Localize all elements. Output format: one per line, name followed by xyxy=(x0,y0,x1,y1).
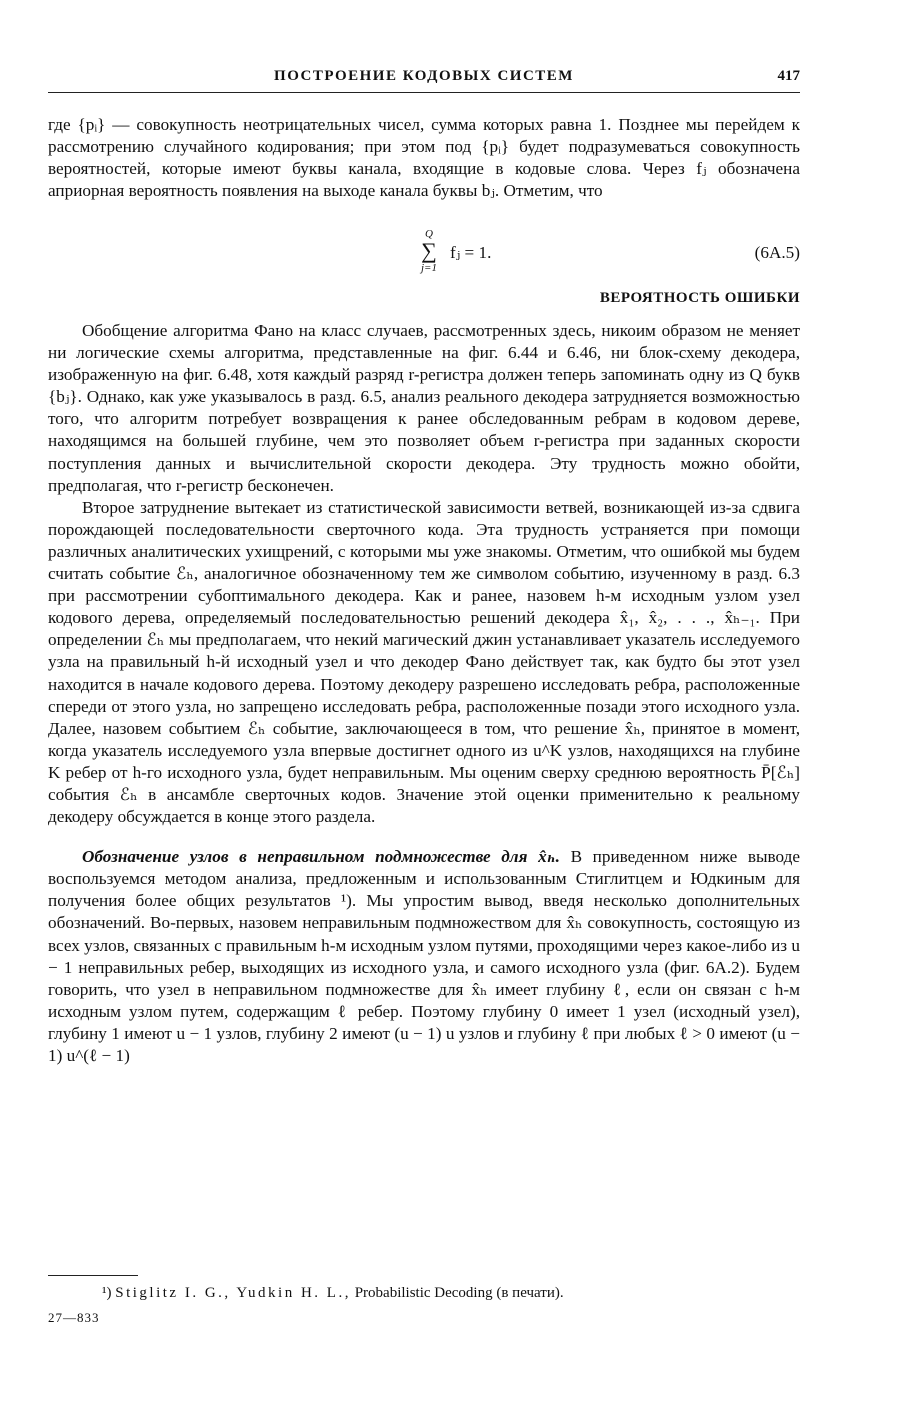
formula-body: fⱼ = 1. xyxy=(450,243,492,262)
footnote-rule xyxy=(48,1275,138,1276)
page-header xyxy=(48,66,800,93)
paragraph-3 xyxy=(48,846,800,1067)
equation-number: (6А.5) xyxy=(754,243,800,262)
paragraph-3-text: В приведенном ниже выводе воспользуемся методом анализа, предложенным и использованным Стиглитцем и Юдкиным для получения более общих результатов ¹). Мы упростим вывод, введя несколько дополнительных обозначений. Во-первых, назовем неправильным подмножеством для x̂ₕ совокупность, состоящую из всех узлов, связанных с правильным h-м исходным узлом путями, проходящими через какое-либо из u − 1 неправильных ребер, выходящих из исходного узла, и самого исходного узла (фиг. 6А.2). Будем говорить, что узел в неправильном подмножестве для x̂ₕ имеет глубину ℓ, если он связан с h-м исходным узлом путем, содержащим ℓ ребер. Поэтому глубину 0 имеет 1 узел (исходный узел), глубину 1 имеют u − 1 узлов, глубину 2 имеют (u − 1) u узлов и глубину ℓ при любых ℓ > 0 имеют (u − 1) u^(ℓ − 1) xyxy=(48,847,800,1065)
footnote-title: Probabilistic Decoding (в печати). xyxy=(354,1285,564,1301)
footnote xyxy=(102,1284,792,1302)
sum-sign: ∑ xyxy=(421,238,437,263)
sum-upper-limit: Q xyxy=(425,228,433,240)
intro-text-block xyxy=(48,114,800,202)
footnote-marker: ¹) xyxy=(102,1285,112,1301)
paragraph-3-title: Обозначение узлов в неправильном подмножестве для x̂ₕ. xyxy=(82,847,560,867)
section-title: ВЕРОЯТНОСТЬ ОШИБКИ xyxy=(599,290,800,306)
sum-lower-limit: j=1 xyxy=(421,262,437,274)
printer-signature: 27—833 xyxy=(48,1310,100,1325)
intro-paragraph: где {pᵢ} — совокупность неотрицательных чисел, сумма которых равна 1. Позднее мы перейдем к рассмотрению случайного кодирования; при этом под {pᵢ} будет подразумеваться совокупность вероятностей, которые имеют буквы канала, входящие в кодовые слова. Через fⱼ обозначена априорная вероятность появления на выходе канала буквы bⱼ. Отметим, что xyxy=(48,115,800,201)
paragraph-1: Обобщение алгоритма Фано на класс случаев, рассмотренных здесь, никоим образом не меняет ни логические схемы алгоритма, представленные на фиг. 6.44 и 6.46, ни блок-схему декодера, изображенную на фиг. 6.48, хотя каждый разряд r-регистра должен теперь запоминать одну из Q букв {bⱼ}. Однако, как уже указывалось в разд. 6.5, анализ реального декодера затрудняется возможностью того, что алгоритм потребует возвращения к ранее обследованным ребрам в кодовом дереве, находящимся на большей глубине, чем это позволяет объем r-регистра при заданных скорости поступления данных и вычислительной скорости декодера. Эту трудность можно обойти, предполагая, что r-регистр бесконечен. xyxy=(48,321,800,495)
body-text-block xyxy=(48,320,800,1067)
running-title: ПОСТРОЕНИЕ КОДОВЫХ СИСТЕМ xyxy=(274,68,574,84)
summation xyxy=(414,228,444,274)
paragraph-2: Второе затруднение вытекает из статистической зависимости ветвей, возникающей из-за сдвига порождающей последовательности сверточного кода. Эта трудность устраняется при помощи различных аналитических ухищрений, с которыми мы уже знакомы. Отметим, что ошибкой мы будем считать событие ℰₕ, аналогичное обозначенному тем же символом событию, изученному в разд. 6.3 при рассмотрении субоптимального декодера. Как и ранее, назовем h-м исходным узлом узел кодового дерева, определяемый последовательностью решений декодера x̂₁, x̂₂, . . ., x̂ₕ₋₁. При определении ℰₕ мы предполагаем, что некий магический джин устанавливает указатель исследуемого узла на правильный h-й исходный узел и что декодер Фано действует так, как будто бы этот узел находится в начале кодового дерева. Поэтому декодеру разрешено исследовать ребра, расположенные спереди от этого узла, но запрещено исследовать ребра, расположенные позади этого исходного узла. Далее, назовем событием ℰₕ событие, заключающееся в том, что решение x̂ₕ, принятое в момент, когда указатель исследуемого узла впервые достигнет одного из u^K узлов, находящихся на глубине K ребер от h-го исходного узла, будет неправильным. Мы оценим сверху среднюю вероятность P̄[ℰₕ] события ℰₕ в ансамбле сверточных кодов. Значение этой оценки применительно к реальному декодеру обсуждается в конце этого раздела. xyxy=(48,497,800,827)
footnote-authors: Stiglitz I. G., Yudkin H. L., xyxy=(115,1285,351,1301)
formula-6a5 xyxy=(48,228,800,282)
page-number: 417 xyxy=(777,68,800,84)
